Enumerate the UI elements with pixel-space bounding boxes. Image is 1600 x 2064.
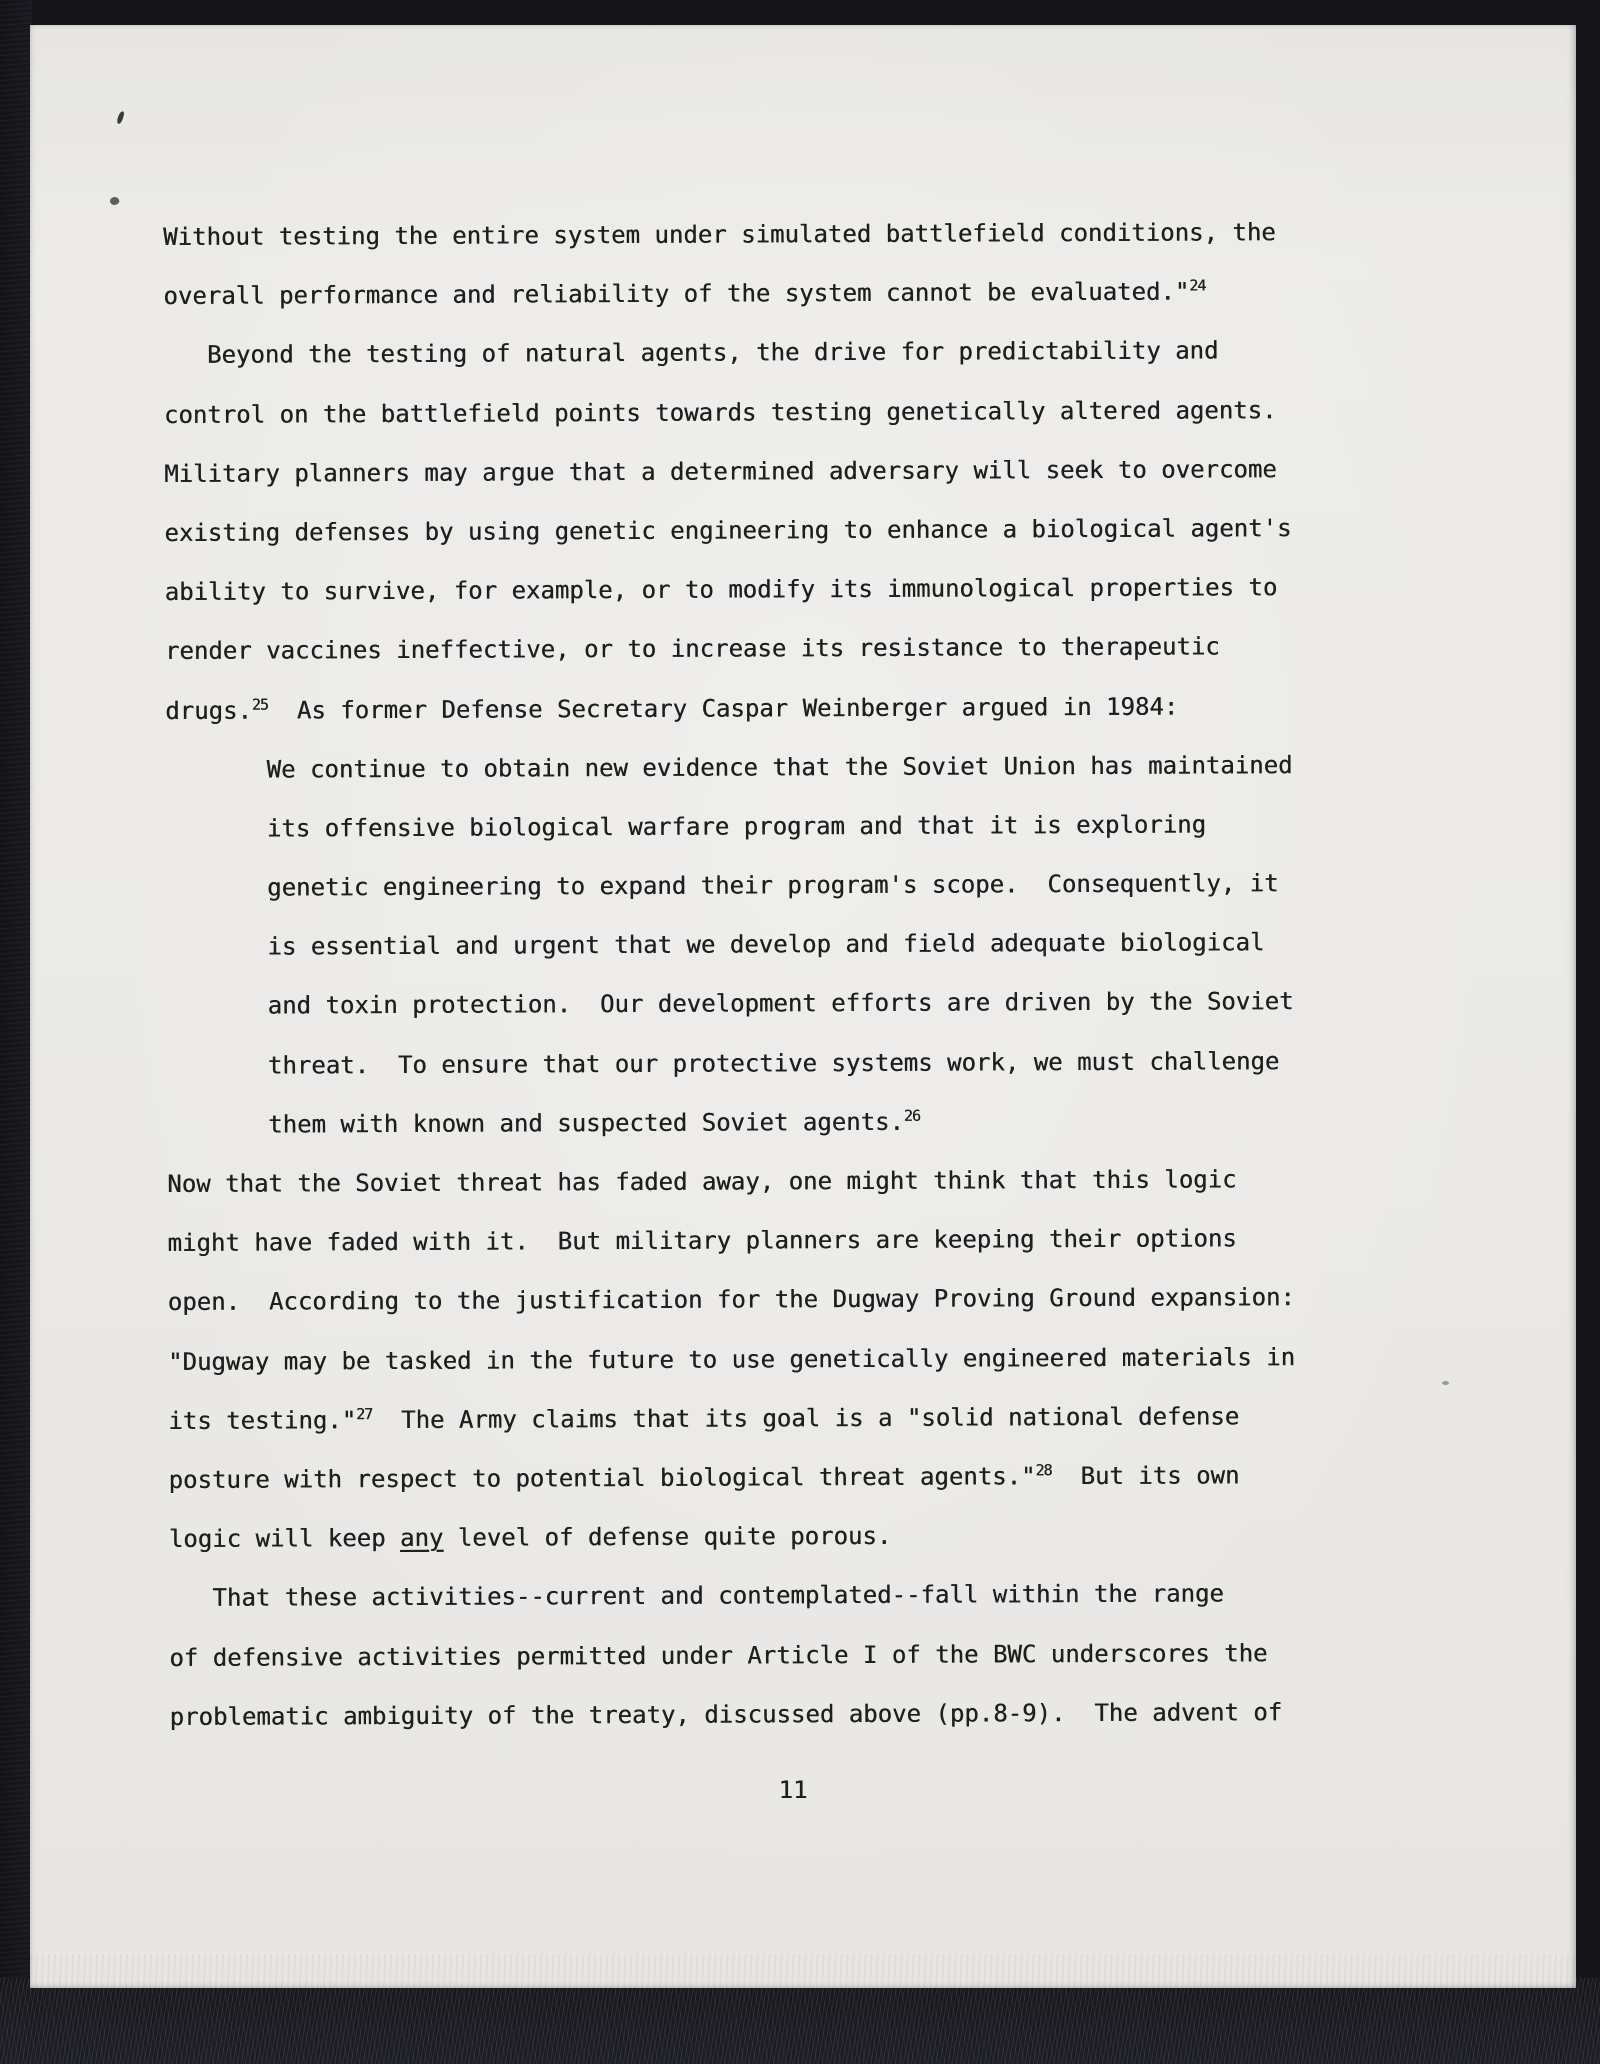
text-segment: Military planners may argue that a determined adversary will seek to overcome <box>164 454 1277 488</box>
text-segment: logic will keep <box>168 1524 401 1554</box>
text-segment: overall performance and reliability of the system cannot be evaluated." <box>163 277 1190 311</box>
text-segment: open. According to the justification for the Dugway Proving Ground expansion: <box>167 1283 1295 1317</box>
text-segment: threat. To ensure that our protective systems work, we must challenge <box>166 1046 1280 1080</box>
text-line <box>166 972 1426 1037</box>
text-segment: problematic ambiguity of the treaty, discussed above (pp.8-9). The advent of <box>169 1697 1283 1731</box>
text-line <box>169 1682 1429 1747</box>
paper <box>30 25 1576 1988</box>
footnote-superscript: 25 <box>251 695 268 714</box>
footnote-superscript: 27 <box>356 1404 373 1423</box>
text-segment: might have faded with it. But military planners are keeping their options <box>167 1224 1237 1258</box>
text-segment: As former Defense Secretary Caspar Weinberger argued in 1984: <box>267 692 1179 725</box>
text-segment: and toxin protection. Our development efforts are driven by the Soviet <box>166 987 1294 1021</box>
scan-speck <box>116 111 125 125</box>
text-segment: existing defenses by using genetic engineering to enhance a biological agent's <box>164 514 1292 547</box>
text-segment: level of defense quite porous. <box>443 1521 892 1552</box>
text-segment: The Army claims that its goal is a "solid national defense <box>372 1402 1240 1434</box>
scan-speck <box>109 195 121 206</box>
text-line <box>169 1564 1429 1629</box>
text-segment: "Dugway may be tasked in the future to use genetically engineered materials in <box>167 1342 1296 1376</box>
text-line <box>166 854 1426 919</box>
text-line <box>165 617 1425 682</box>
text-line <box>168 1327 1428 1392</box>
footnote-superscript: 26 <box>903 1106 920 1125</box>
text-line <box>164 439 1424 504</box>
text-segment: Without testing the entire system under simulated battlefield conditions, the <box>163 218 1276 251</box>
scan-speck <box>1442 1381 1449 1385</box>
text-line <box>164 498 1424 563</box>
text-segment: is essential and urgent that we develop and field adequate biological <box>166 928 1265 962</box>
text-segment: But its own <box>1051 1461 1240 1491</box>
text-segment: its testing." <box>168 1405 357 1435</box>
text-line <box>168 1386 1428 1451</box>
text-segment: Beyond the testing of natural agents, the drive for predictability and <box>163 336 1219 370</box>
text-line <box>165 558 1425 623</box>
text-segment: any <box>399 1523 444 1553</box>
text-line <box>166 794 1426 859</box>
footnote-superscript: 28 <box>1035 1461 1052 1480</box>
text-segment: That these activities--current and contemplated--fall within the range <box>169 1579 1224 1613</box>
text-segment: genetic engineering to expand their program's scope. Consequently, it <box>165 869 1279 903</box>
text-segment: render vaccines ineffective, or to increase its resistance to therapeutic <box>164 632 1220 666</box>
text-segment: them with known and suspected Soviet agents. <box>166 1107 904 1139</box>
text-segment: drugs. <box>165 696 252 725</box>
page-number: 11 <box>778 1776 808 1804</box>
text-segment: posture with respect to potential biological threat agents." <box>168 1462 1036 1494</box>
footnote-superscript: 24 <box>1189 276 1206 295</box>
text-line <box>168 1268 1428 1333</box>
text-line <box>167 1149 1427 1214</box>
document-text <box>163 203 1430 1747</box>
text-line <box>169 1623 1429 1688</box>
text-line <box>165 676 1425 741</box>
text-line <box>169 1505 1429 1570</box>
text-line <box>168 1445 1428 1510</box>
text-line <box>164 380 1424 445</box>
text-segment: ability to survive, for example, or to modify its immunological properties to <box>164 573 1278 607</box>
text-line <box>167 1090 1427 1155</box>
text-line <box>163 262 1423 327</box>
text-line <box>167 1031 1427 1096</box>
text-segment: Now that the Soviet threat has faded away, one might think that this logic <box>167 1165 1237 1198</box>
text-segment: of defensive activities permitted under Article I of the BWC underscores the <box>169 1638 1268 1672</box>
text-line <box>166 913 1426 978</box>
text-line <box>165 735 1425 800</box>
text-segment: We continue to obtain new evidence that the Soviet Union has maintained <box>165 750 1293 784</box>
text-segment: its offensive biological warfare program and that it is exploring <box>165 810 1207 843</box>
scanner-bed-left <box>0 0 32 2064</box>
text-line <box>167 1209 1427 1274</box>
text-segment: control on the battlefield points towards testing genetically altered agents. <box>163 395 1277 429</box>
scanner-bed-bottom <box>0 1978 1600 2064</box>
text-line <box>163 203 1423 268</box>
text-line <box>164 321 1424 386</box>
